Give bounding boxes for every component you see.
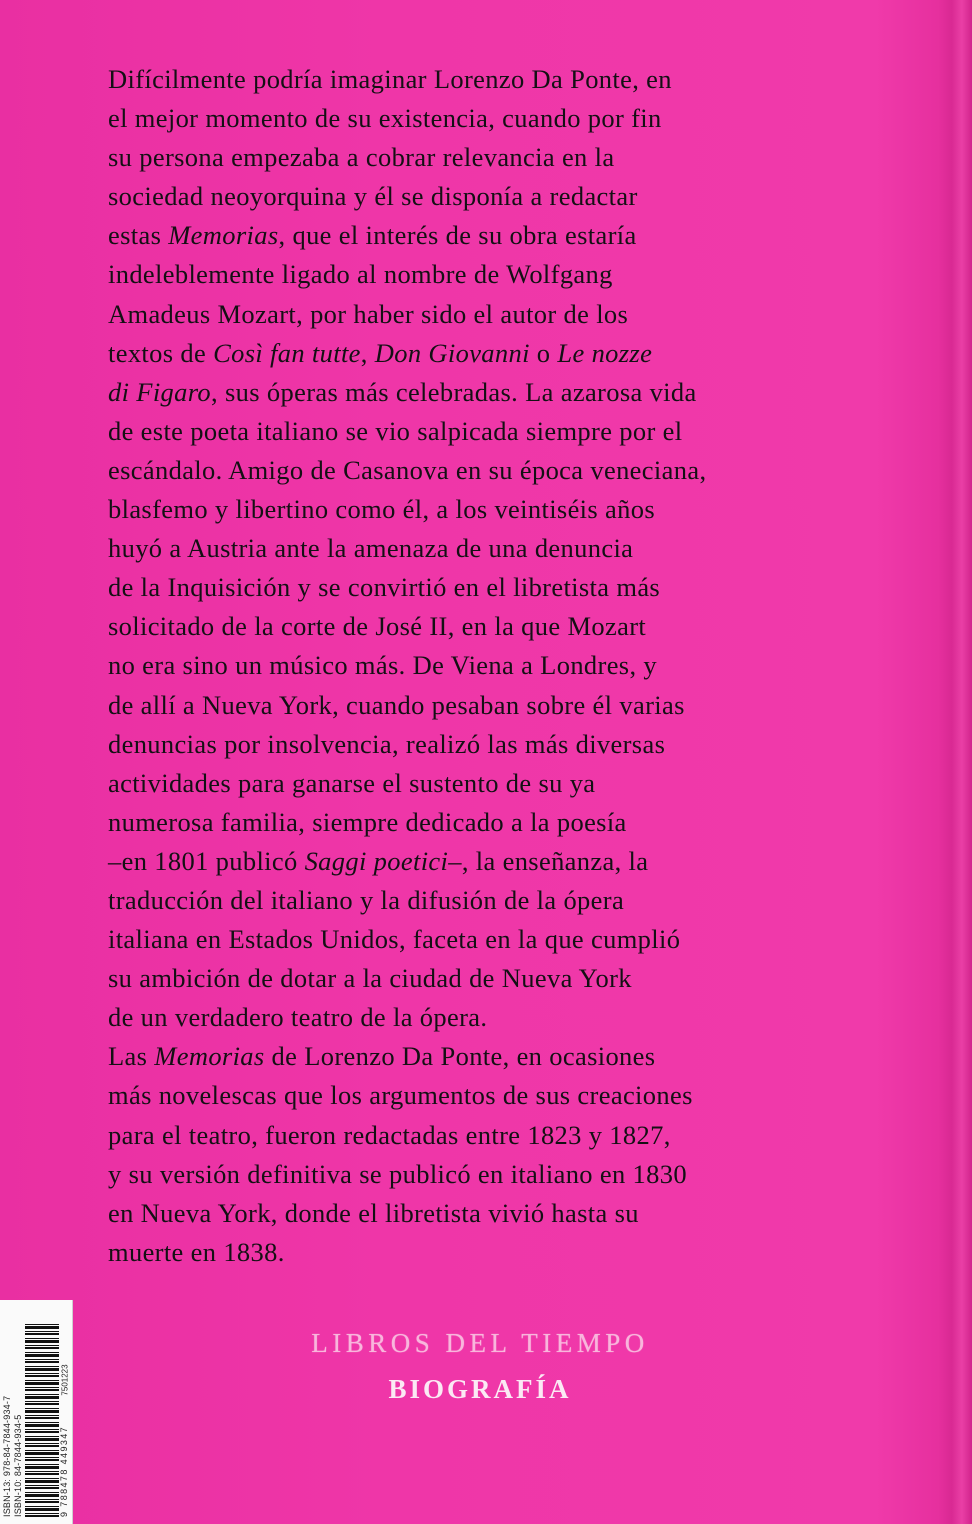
blurb-line: di Figaro, sus óperas más celebradas. La azarosa vida (108, 376, 697, 407)
opera-title-italic: Don Giovanni (374, 337, 530, 368)
book-title-italic: Memorias (154, 1041, 265, 1072)
blurb-line: no era sino un músico más. De Viena a Londres, y (108, 650, 658, 681)
opera-title-italic: di Figaro (108, 376, 212, 407)
blurb-line: indeleblemente ligado al nombre de Wolfgang (108, 259, 613, 290)
blurb-line: de allí a Nueva York, cuando pesaban sobre él varias (108, 689, 685, 720)
work-title-italic: Saggi poetici (304, 845, 449, 876)
blurb-line: textos de Così fan tutte, Don Giovanni o Le nozze (108, 337, 653, 368)
blurb-line: el mejor momento de su existencia, cuando por fin (108, 103, 662, 134)
blurb-line: su persona empezaba a cobrar relevancia en la (108, 142, 615, 173)
blurb-line: Las Memorias de Lorenzo Da Ponte, en ocasiones (108, 1041, 656, 1072)
book-title-italic: Memorias (168, 220, 279, 251)
isbn10-text: ISBN-10: 84-7844-934-5 (13, 1414, 23, 1517)
genre-label: BIOGRAFÍA (388, 1374, 572, 1404)
blurb-line: de la Inquisición y se convirtió en el libretista más (108, 572, 661, 603)
barcode-bars (25, 1321, 59, 1517)
blurb-line: sociedad neoyorquina y él se disponía a redactar (108, 181, 638, 212)
opera-title-italic: Le nozze (557, 337, 653, 368)
blurb-line: –en 1801 publicó Saggi poetici–, la enseñanza, la (108, 845, 649, 876)
blurb-line: su ambición de dotar a la ciudad de Nueva York (108, 963, 632, 994)
spine-edge (938, 0, 972, 1524)
blurb-line: denuncias por insolvencia, realizó las más diversas (108, 728, 666, 759)
blurb-line: italiana en Estados Unidos, faceta en la que cumplió (108, 924, 681, 955)
blurb-line: solicitado de la corte de José II, en la que Mozart (108, 611, 647, 642)
barcode-label (0, 1300, 73, 1524)
blurb-line: muerte en 1838. (108, 1236, 285, 1267)
blurb-line: blasfemo y libertino como él, a los veintiséis años (108, 494, 656, 525)
blurb-line: actividades para ganarse el sustento de su ya (108, 767, 596, 798)
blurb-line: numerosa familia, siempre dedicado a la poesía (108, 806, 627, 837)
series-name: LIBROS DEL TIEMPO (311, 1328, 649, 1358)
price-code: 7501223 (60, 1364, 70, 1396)
blurb-text (108, 60, 848, 1272)
blurb-line: escándalo. Amigo de Casanova en su época veneciana, (108, 454, 707, 485)
blurb-line: huyó a Austria ante la amenaza de una denuncia (108, 533, 634, 564)
blurb-line: para el teatro, fueron redactadas entre 1823 y 1827, (108, 1119, 671, 1150)
blurb-line: en Nueva York, donde el libretista vivió hasta su (108, 1197, 639, 1228)
opera-title-italic: Così fan tutte (213, 337, 361, 368)
blurb-line: y su versión definitiva se publicó en italiano en 1830 (108, 1158, 687, 1189)
blurb-line: estas Memorias, que el interés de su obra estaría (108, 220, 637, 251)
isbn13-text: ISBN-13: 978-84-7844-934-7 (2, 1395, 12, 1517)
blurb-line: de un verdadero teatro de la ópera. (108, 1002, 488, 1033)
blurb-line: traducción del italiano y la difusión de la ópera (108, 884, 625, 915)
ean-digits: 9 788478 449347 (59, 1425, 69, 1517)
blurb-line: Difícilmente podría imaginar Lorenzo Da Ponte, en (108, 64, 672, 94)
blurb-line: de este poeta italiano se vio salpicada siempre por el (108, 415, 683, 446)
blurb-line: Amadeus Mozart, por haber sido el autor de los (108, 298, 629, 329)
blurb-line: más novelescas que los argumentos de sus creaciones (108, 1080, 693, 1111)
